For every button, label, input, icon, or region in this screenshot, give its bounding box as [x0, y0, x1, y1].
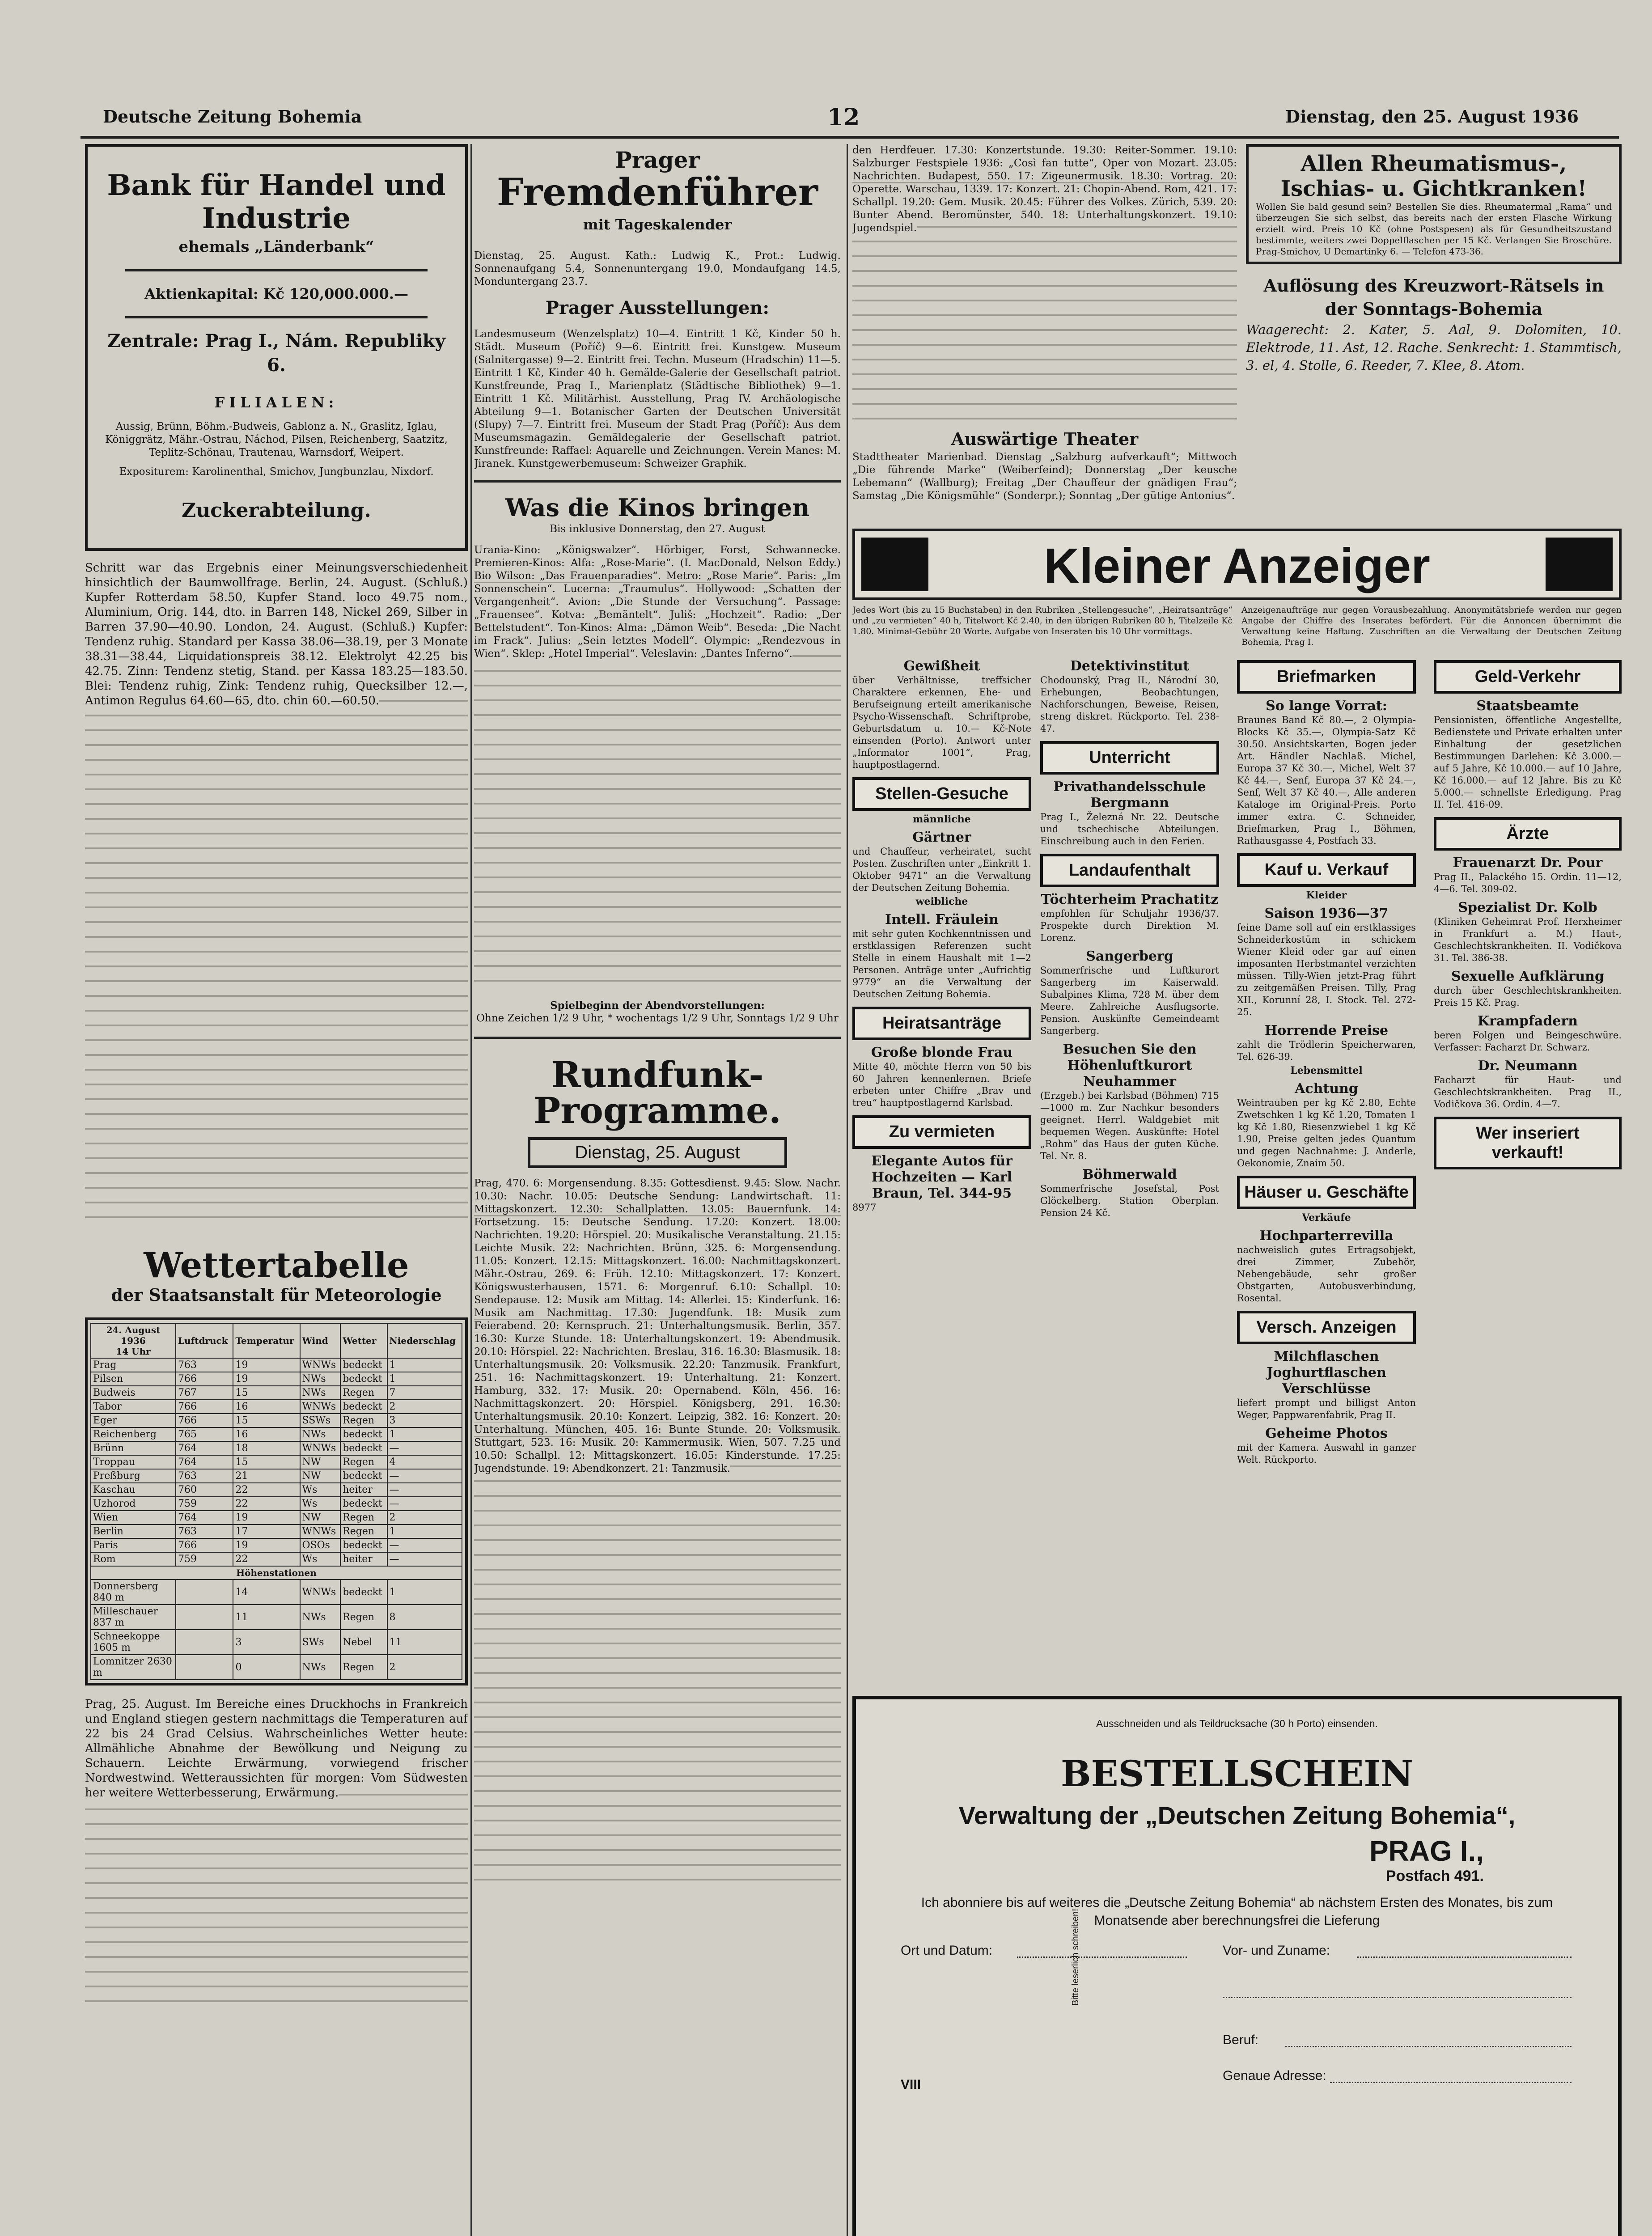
weather-row: [91, 1386, 462, 1400]
ad-text: mit der Kamera. Auswahl in ganzer Welt. Rückporto.: [1237, 1442, 1416, 1465]
order-address: [883, 1834, 1591, 1885]
ad-section-heading: Geld-Verkehr: [1434, 660, 1622, 694]
weather-cell: 763: [176, 1469, 233, 1483]
order-address-label: Genaue Adresse:: [1223, 2068, 1326, 2083]
weather-cell: 763: [176, 1525, 233, 1538]
classified-rules: Anzeigenaufträge nur gegen Vorausbezahlung. Anonymitätsbriefe werden nur gegen Angabe der Chiffre des Inserates befördert. Für die Annoncen übernimmt die Verwaltung keine Haftung. Zuschriften an die Verwaltung der Deutschen Zeitung Bohemia, Prag I.: [1241, 605, 1622, 647]
weather-cell: Prag: [91, 1358, 176, 1372]
weather-cell: 764: [176, 1455, 233, 1469]
ad-text: liefert prompt und billigst Anton Weger, Pappwarenfabrik, Prag II.: [1237, 1398, 1416, 1420]
weather-cell: bedeckt: [340, 1469, 387, 1483]
rheumatism-ad: [1246, 144, 1622, 264]
weather-title: Wettertabelle: [144, 1245, 409, 1286]
weather-cell: 22: [233, 1497, 300, 1511]
weather-cell: bedeckt: [340, 1427, 387, 1441]
market-report: [85, 559, 468, 1230]
ad-text: Sommerfrische und Luftkurort Sangerberg im Kaiserwald. Subalpines Klima, 728 M. über dem Meere. Zahlreiche Ausflugsorte. Pension. Auskünfte Gemeindeamt Sangerberg.: [1040, 965, 1219, 1036]
mountain-cell: 3: [233, 1630, 300, 1655]
guide-masthead: [474, 144, 841, 236]
weather-cell: Regen: [340, 1386, 387, 1400]
bank-expositurem: Expositurem: Karolinenthal, Smichov, Jungbunzlau, Nixdorf.: [119, 466, 434, 478]
radio-continued-text: den Herdfeuer. 17.30: Konzertstunde. 19.30: Reiter-Sommer. 19.10: Salzburger Festspiele 1936: „Così fan tutte“, Oper von Mozart. 23.05: Nachrichten. Budapest, 550. 17: Zigeunermusik. 18.30: Vortrag. 20: Operette. Warschau, 1339. 17: Konzert. 21: Chopin-Abend. Rom, 421. 17: Schallpl. 19.20: Gem. Musik. 20.45: Führer des Volkes. Zürich, 539. 20: Bunter Abend. Beromünster, 540. 18: Unterhaltungskonzert. 19.10: Jugendspiel.: [852, 144, 1237, 234]
weather-date: 24. August 1936: [106, 1325, 161, 1346]
bank-title: Bank für Handel und Industrie: [107, 169, 446, 235]
mountain-row: [91, 1605, 462, 1630]
ad-title: Große blonde Frau: [871, 1045, 1013, 1060]
bank-branch-list: Aussig, Brünn, Böhm.-Budweis, Gablonz a. N., Graslitz, Iglau, Königgrätz, Mähr.-Ostrau, Náchod, Pilsen, Reichenberg, Saatzitz, Teplitz-Schönau, Trautenau, Warnsdorf, Weipert.: [105, 421, 448, 458]
theater-times-title: Spielbeginn der Abendvorstellungen:: [550, 999, 765, 1012]
weather-row: [91, 1372, 462, 1386]
weather-cell: Regen: [340, 1414, 387, 1427]
ad-title: So lange Vorrat:: [1266, 698, 1387, 714]
radio-listings: [474, 1177, 841, 1893]
ad-title: Saison 1936—37: [1264, 906, 1389, 921]
classified-rates: Jedes Wort (bis zu 15 Buchstaben) in den Rubriken „Stellengesuche“, „Heiratsanträge“ und „zu vermieten“ 40 h, Titelwort Kč 2.40, in den übrigen Rubriken 80 h, Titelzeile Kč 1.80. Minimal-Gebühr 20 Worte. Aufgabe von Inseraten bis 10 Uhr vormittags.: [852, 605, 1233, 636]
cinema-list: [474, 544, 841, 991]
weather-cell: Uzhorod: [91, 1497, 176, 1511]
weather-cell: 765: [176, 1427, 233, 1441]
mountain-cell: 11: [233, 1605, 300, 1630]
header-paper-name: Deutsche Zeitung Bohemia: [103, 106, 362, 127]
weather-cell: 21: [233, 1469, 300, 1483]
cinema-intro: Bis inklusive Donnerstag, den 27. August: [550, 523, 765, 535]
ad-title: Achtung: [1295, 1081, 1358, 1097]
weather-time: 14 Uhr: [116, 1346, 151, 1357]
ad-title: Milchflaschen Joghurtflaschen Verschlüsse: [1267, 1349, 1386, 1397]
ad-text: Mitte 40, möchte Herrn von 50 bis 60 Jahren kennenlernen. Briefe erbeten unter Chiffre „Brav und treu“ hauptpostlagernd Karlsbad.: [852, 1061, 1031, 1108]
ad-subheading: Verkäufe: [1302, 1212, 1351, 1224]
weather-cell: Regen: [340, 1525, 387, 1538]
weather-cell: 759: [176, 1552, 233, 1566]
radio-title: Rundfunk-Programme.: [534, 1054, 781, 1131]
column-3: [852, 144, 1622, 2236]
weather-cell: Regen: [340, 1455, 387, 1469]
weather-row: [91, 1469, 462, 1483]
weather-cell: 22: [233, 1483, 300, 1497]
mountain-cell: 11: [387, 1630, 462, 1655]
exhibitions-title: Prager Ausstellungen:: [545, 297, 770, 318]
mountain-cell: bedeckt: [340, 1580, 387, 1605]
weather-cell: —: [387, 1552, 462, 1566]
mountain-cell: 1: [387, 1580, 462, 1605]
ad-title: Detektivinstitut: [1070, 658, 1190, 674]
weather-row: [91, 1483, 462, 1497]
ad-title: Privathandelsschule Bergmann: [1053, 779, 1206, 811]
ad-title: Intell. Fräulein: [885, 912, 999, 927]
guide-subtitle: mit Tageskalender: [583, 216, 732, 233]
weather-cell: WNWs: [300, 1525, 341, 1538]
mountain-cell: Donnersberg 840 m: [91, 1580, 176, 1605]
puzzle-solution: Waagerecht: 2. Kater, 5. Aal, 9. Dolomiten, 10. Elektrode, 11. Ast, 12. Rache. Senkrecht: 1. Stammtisch, 3. el, 4. Stolle, 6. Reeder, 7. Klee, 8. Atom.: [1246, 322, 1622, 373]
weather-cell: bedeckt: [340, 1538, 387, 1552]
weather-cell: Troppau: [91, 1455, 176, 1469]
external-theater-text: Stadttheater Marienbad. Dienstag „Salzburg aufverkauft“; Mittwoch „Die führende Marke“ (Weiberfeind); Donnerstag „Der keusche Lebemann“ (Wallburg); Freitag „Der Chauffeur der gnädigen Frau“; Samstag „Die Königsmühle“ (Sonderpr.); Sonntag „Der gütige Antonius“.: [852, 451, 1237, 502]
mountain-cell: Regen: [340, 1605, 387, 1630]
ad-section-heading: Heiratsanträge: [852, 1007, 1031, 1040]
weather-cell: bedeckt: [340, 1372, 387, 1386]
ad-subheading: weibliche: [915, 896, 968, 907]
weather-table: [90, 1323, 462, 1680]
mountain-row: [91, 1630, 462, 1655]
weather-cell: bedeckt: [340, 1400, 387, 1414]
ad-section-heading: Wer inseriert verkauft!: [1434, 1117, 1622, 1169]
classified-intro: [852, 605, 1622, 648]
ad-text: mit sehr guten Kochkenntnissen und erstklassigen Referenzen sucht Stelle in einem Haushalt mit 1—2 Personen. Anträge unter „Aufrichtig 9779“ an die Verwaltung der Deutschen Zeitung Bohemia.: [852, 928, 1031, 999]
mountain-cell: Regen: [340, 1655, 387, 1680]
classified-column: [1040, 654, 1219, 1219]
ad-subheading: Kleider: [1306, 889, 1347, 901]
weather-cell: 19: [233, 1511, 300, 1525]
ad-section-heading: Häuser u. Geschäfte: [1237, 1176, 1416, 1209]
weather-cell: 766: [176, 1538, 233, 1552]
order-title: BESTELLSCHEIN: [1061, 1753, 1413, 1795]
weather-forecast: [85, 1697, 468, 2010]
weather-cell: heiter: [340, 1552, 387, 1566]
ad-title: Töchterheim Prachatitz: [1041, 892, 1219, 907]
col3-right-top: [1246, 144, 1622, 374]
weather-row: [91, 1441, 462, 1455]
ad-title: Gewißheit: [903, 658, 980, 674]
rheumatism-title: Allen Rheumatismus-, Ischias- u. Gichtkranken!: [1280, 151, 1587, 201]
weather-cell: 2: [387, 1511, 462, 1525]
ad-text: empfohlen für Schuljahr 1936/37. Prospekte durch Direktion M. Lorenz.: [1040, 908, 1219, 943]
guide-pre-title: Prager: [615, 147, 700, 173]
weather-date-cell: [91, 1323, 176, 1358]
weather-cell: Berlin: [91, 1525, 176, 1538]
ad-title: Horrende Preise: [1264, 1023, 1389, 1038]
weather-cell: 17: [233, 1525, 300, 1538]
column-2: [474, 144, 841, 2236]
weather-cell: heiter: [340, 1483, 387, 1497]
ad-text: 8977: [852, 1202, 877, 1213]
weather-cell: 18: [233, 1441, 300, 1455]
weather-cell: 3: [387, 1414, 462, 1427]
column-divider: [847, 144, 848, 2236]
order-recipient: Verwaltung der „Deutschen Zeitung Bohemia“,: [958, 1801, 1516, 1829]
ad-text: (Erzgeb.) bei Karlsbad (Böhmen) 715—1000 m. Zur Nachkur besonders geeignet. Herrl. Waldgebiet mit bequemen Wegen. Auskünfte: Hotel „Rohm“ das Haus der guten Küche. Tel. Nr. 8.: [1040, 1090, 1219, 1161]
weather-cell: Wien: [91, 1511, 176, 1525]
weather-row: [91, 1427, 462, 1441]
ad-section-heading: Briefmarken: [1237, 660, 1416, 694]
weather-cell: —: [387, 1483, 462, 1497]
weather-cell: 19: [233, 1358, 300, 1372]
ad-section-heading: Versch. Anzeigen: [1237, 1311, 1416, 1344]
weather-cell: NW: [300, 1469, 341, 1483]
weather-cell: 766: [176, 1372, 233, 1386]
weather-cell: Ws: [300, 1483, 341, 1497]
bank-former-name: ehemals „Länderbank“: [178, 238, 374, 256]
guide-title: Fremdenführer: [496, 170, 818, 214]
weather-subtitle: der Staatsanstalt für Meteorologie: [111, 1285, 442, 1305]
weather-cell: 4: [387, 1455, 462, 1469]
weather-row: [91, 1414, 462, 1427]
mountain-cell: [176, 1630, 233, 1655]
order-side-note: Bitte leserlich schreiben!: [1071, 1909, 1080, 2006]
weather-col-header: Wetter: [340, 1323, 387, 1358]
ad-section-heading: Stellen-Gesuche: [852, 777, 1031, 811]
ad-text: über Verhältnisse, treffsicher Charaktere erkennen, Ehe- und Berufseignung erteilt amerikanische Psycho-Wissenschaft. Schriftprobe, Geburtsdatum u. 10.— Kč-Note einsenden (Porto). Antwort unter „Informator 1001“, Prag, hauptpostlagernd.: [852, 675, 1031, 770]
banner-ornament: [861, 538, 928, 591]
order-city: PRAG I.,: [1369, 1835, 1484, 1867]
weather-cell: OSOs: [300, 1538, 341, 1552]
weather-cell: 759: [176, 1497, 233, 1511]
page-header: [103, 106, 1579, 133]
weather-cell: —: [387, 1469, 462, 1483]
weather-cell: NW: [300, 1455, 341, 1469]
weather-row: [91, 1511, 462, 1525]
weather-cell: 19: [233, 1538, 300, 1552]
weather-row: [91, 1400, 462, 1414]
weather-cell: SSWs: [300, 1414, 341, 1427]
weather-cell: 15: [233, 1386, 300, 1400]
weather-cell: 766: [176, 1414, 233, 1427]
weather-cell: Preßburg: [91, 1469, 176, 1483]
weather-cell: Tabor: [91, 1400, 176, 1414]
weather-cell: 764: [176, 1441, 233, 1455]
weather-row: [91, 1497, 462, 1511]
ad-section-heading: Landaufenthalt: [1040, 854, 1219, 887]
weather-row: [91, 1538, 462, 1552]
col3-left-top: [852, 144, 1237, 503]
ad-title: Böhmerwald: [1082, 1167, 1177, 1182]
weather-cell: Reichenberg: [91, 1427, 176, 1441]
ad-text: Facharzt für Haut- und Geschlechtskrankheiten. Prag II., Vodičkova 36. Ordin. 4—7.: [1434, 1075, 1622, 1110]
weather-cell: —: [387, 1497, 462, 1511]
weather-col-header: Luftdruck: [176, 1323, 233, 1358]
market-report-text: Schritt war das Ergebnis einer Meinungsverschiedenheit hinsichtlich der Baumwollfrage. Berlin, 24. August. (Schluß.) Kupfer Rotterdam 58.50, Kupfer Stand. loco 49.75 nom., Aluminium, Orig. 144, dto. in Barren 148, Nickel 269, Silber in Barren 37.90—40.90. London, 24. August. (Schluß.) Kupfer: Tendenz ruhig. Standard per Kassa 38.06—38.19, per 3 Monate 38.31—38.44, Liquidationspreis 38.12. Elektrolyt 42.25 bis 42.75. Zinn: Tendenz stetig, Stand. per Kassa 183.25—183.50. Blei: Tendenz ruhig, Zink: Tendenz ruhig, Quecksilber 12.—, Antimon Regulus 64.60—65, dto. chin 60.—60.50.: [85, 561, 468, 707]
ad-text: Weintrauben per kg Kč 2.80, Echte Zwetschken 1 kg Kč 1.20, Tomaten 1 kg Kč 1.80, Riesenzwiebel 1 kg Kč 1.90, Preise gelten jedes Quantum und gegen Nachnahme: J. Anderle, Oekonomie, Znaim 50.: [1237, 1097, 1416, 1169]
puzzle-title: Auflösung des Kreuzwort-Rätsels in der Sonntags-Bohemia: [1263, 275, 1604, 319]
order-pobox: Postfach 491.: [1385, 1868, 1484, 1885]
order-name-field[interactable]: [1357, 1956, 1572, 1958]
mountain-cell: Schneekoppe 1605 m: [91, 1630, 176, 1655]
mountain-stations-heading: Höhenstationen: [91, 1566, 462, 1580]
order-name-label: Vor- und Zuname:: [1223, 1943, 1330, 1958]
weather-cell: NWs: [300, 1372, 341, 1386]
weather-cell: 16: [233, 1400, 300, 1414]
cinema-title: Was die Kinos bringen: [505, 493, 810, 522]
weather-cell: 1: [387, 1372, 462, 1386]
weather-cell: bedeckt: [340, 1441, 387, 1455]
mountain-cell: 14: [233, 1580, 300, 1605]
weather-cell: Rom: [91, 1552, 176, 1566]
mountain-cell: Milleschauer 837 m: [91, 1605, 176, 1630]
mountain-cell: [176, 1580, 233, 1605]
ad-subheading: männliche: [913, 813, 971, 825]
weather-cell: 767: [176, 1386, 233, 1400]
ad-text: und Chauffeur, verheiratet, sucht Posten. Zuschriften unter „Einkritt 1. Oktober 9471“ an die Verwaltung der Deutschen Zeitung Bohemia.: [852, 846, 1031, 893]
weather-row: [91, 1552, 462, 1566]
ad-title: Besuchen Sie den Höhenluftkurort Neuhammer: [1063, 1042, 1197, 1089]
weather-cell: bedeckt: [340, 1358, 387, 1372]
ad-text: beren Folgen und Beingeschwüre. Verfasser: Facharzt Dr. Schwarz.: [1434, 1030, 1622, 1053]
weather-cell: Eger: [91, 1414, 176, 1427]
order-note: Ausschneiden und als Teildrucksache (30 h Porto) einsenden.: [1096, 1718, 1378, 1729]
ad-text: nachweislich gutes Ertragsobjekt, drei Zimmer, Zubehör, Nebengebäude, sehr großer Obstgarten, Autobusverbindung, Rosental.: [1237, 1245, 1416, 1304]
mountain-cell: Lomnitzer 2630 m: [91, 1655, 176, 1680]
mountain-cell: [176, 1655, 233, 1680]
ad-title: Elegante Autos für Hochzeiten — Karl Braun, Tel. 344-95: [871, 1153, 1012, 1201]
weather-cell: —: [387, 1538, 462, 1552]
weather-cell: WNWs: [300, 1358, 341, 1372]
ad-text: Braunes Band Kč 80.—, 2 Olympia-Blocks Kč 35.—, Olympia-Satz Kč 30.50. Ansichtskarten, Bogen jeder Art. Händler Nachlaß. Michel, Europa 37 Kč 30.—, Michel, Welt 37 Kč 44.—, Senf, Europa 37 Kč 24.—, Senf, Welt 37 Kč 40.—, Alle anderen Kataloge im Original-Preis. Porto immer extra. C. Schneider, Briefmarken, Prag I., Böhmen, Rathausgasse 4, Postfach 33.: [1237, 715, 1416, 846]
order-place-label: Ort und Datum:: [901, 1943, 993, 1958]
ad-text: Pensionisten, öffentliche Angestellte, Bedienstete und Private erhalten unter Einhaltung der gesetzlichen Bestimmungen Darlehen: Kč 3.000.— auf 5 Jahre, Kč 10.000.— auf 10 Jahre, Kč 16.000.— auf 12 Jahre. Bis zu Kč 5.000.— schnellste Erledigung. Prag II. Tel. 416-09.: [1434, 715, 1622, 810]
weather-cell: NW: [300, 1511, 341, 1525]
banner-ornament: [1546, 538, 1613, 591]
order-place-field[interactable]: [1017, 1956, 1187, 1958]
weather-cell: Ws: [300, 1552, 341, 1566]
weather-row: [91, 1358, 462, 1372]
weather-cell: 15: [233, 1414, 300, 1427]
radio-text: Prag, 470. 6: Morgensendung. 8.35: Gottesdienst. 9.45: Slow. Nachr. 10.30: Nachr. 10.05: Deutsche Sendung: Landwirtschaft. 11: Mittagskonzert. 12.30: Schallplatten. 13.05: Bauernfunk. 14: Fortsetzung. 15: Deutsche Sendung. 17.20: Konzert. 18.00: Nachrichten. 19.20: Hörspiel. 20: Musikalische Veranstaltung. 21.15: Leichte Musik. 22: Nachrichten. Brünn, 325. 6: Morgensendung. 11.05: Konzert. 12.15: Mittagskonzert. 16.00: Nachmittagskonzert. Mähr.-Ostrau, 269. 6: Früh. 12.10: Mittagskonzert. 17: Konzert. Königswusterhausen, 1571. 6: Morgenruf. 6.10: Schallpl. 10: Sendepause. 12: Musik am Mittag. 14: Allerlei. 15: Kinderfunk. 16: Musik am Nachmittag. 17.30: Jugendfunk. 18: Musik zum Feierabend. 20: Kernspruch. 21: Unterhaltungsmusik. Berlin, 357. 16.30: Kurze Stunde. 18: Unterhaltungskonzert. 19: Abendmusik. 20.10: Hörspiel. 22: Nachrichten. Breslau, 316. 16.30: Blasmusik. 18: Unterhaltungsmusik. 20: Volksmusik. 22.20: Tanzmusik. Frankfurt, 251. 16: Nachmittagskonzert. 19: Unterhaltung. 21: Konzert. Hamburg, 332. 17: Musik. 20: Opernabend. Köln, 456. 16: Nachmittagskonzert. 20: Hörspiel. Königsberg, 291. 16.30: Unterhaltungsmusik. 20.10: Konzert. Leipzig, 382. 16: Konzert. 20: Unterhaltung. München, 405. 16: Bunte Stunde. 20: Volksmusik. Stuttgart, 523. 16: Musik. 20: Kammermusik. Wien, 507. 7.25 und 10.50: Schallpl. 12: Mittagskonzert. 16.05: Kinderstunde. 17.25: Jugendstunde. 19: Abendkonzert. 21: Tanzmusik.: [474, 1177, 841, 1474]
weather-heading: [85, 1245, 468, 1307]
ad-subheading: Lebensmittel: [1290, 1065, 1363, 1076]
ad-title: Spezialist Dr. Kolb: [1458, 900, 1597, 915]
ad-text: Prag II., Palackého 15. Ordin. 11—12, 4—6. Tel. 309-02.: [1434, 872, 1622, 894]
weather-row: [91, 1455, 462, 1469]
ad-section-heading: Kauf u. Verkauf: [1237, 853, 1416, 887]
weather-cell: 7: [387, 1386, 462, 1400]
bank-advertisement: [85, 144, 468, 551]
weather-cell: NWs: [300, 1427, 341, 1441]
weather-cell: 22: [233, 1552, 300, 1566]
mountain-cell: WNWs: [300, 1580, 341, 1605]
exhibitions-text: Landesmuseum (Wenzelsplatz) 10—4. Eintritt 1 Kč, Kinder 50 h. Städt. Museum (Poříč) 9—6. Eintritt frei. Kunstgew. Museum (Salnitergasse) 9—2. Eintritt frei. Techn. Museum (Hradschin) 11—5. Eintritt 1 Kč, Kinder 40 h. Gemälde-Galerie der Gesellschaft patriot. Kunstfreunde, Prag I., Marienplatz (Städtische Bibliothek) 9—1. Eintritt 1 Kč. Militärhist. Ausstellung, Prag IV. Archäologische Abteilung 9—1. Botanischer Garten der Deutschen Universität (Slupy) 7—7. Eintritt frei. Museum der Stadt Prag (Poříč): Aus dem Museumsmagazin. Gemäldegalerie der Gesellschaft patriot. Kunstfreunde: Raffael: Aquarelle und Zeichnungen. Verein Manes: M. Jiranek. Kunstgewerbemuseum: Schweizer Graphik.: [474, 328, 841, 470]
weather-col-header: Wind: [300, 1323, 341, 1358]
header-rule: [80, 136, 1619, 139]
cinema-text: Urania-Kino: „Königswalzer“. Hörbiger, Forst, Schwannecke. Premieren-Kinos: Alfa: „Rose-Marie“. (I. MacDonald, Nelson Eddy.) Bio Wilson: „Das Frauenparadies“. Metro: „Rose Marie“. Paris: „Im Sonnenschein“. Lucerna: „Traumulus“. Hollywood: „Schatten der Vergangenheit“. Avion: „Die Stunde der Versuchung“. Passage: „Frauensee“. Kotva: „Bemäntelt“. Juliš: „Hochzeit“. Radio: „Der Bettelstudent“. Ton-Kinos: Alma: „Dämon Weib“. Beseda: „Die Nacht im Frack“. Julius: „Sein letztes Modell“. Olympic: „Rendezvous in Wien“. Sklep: „Hotel Imperial“. Veleslavin: „Dantes Inferno“.: [474, 544, 841, 660]
classified-column: [1434, 654, 1622, 1172]
order-form: [852, 1696, 1622, 2236]
ad-title: Dr. Neumann: [1478, 1058, 1578, 1074]
ad-text: (Kliniken Geheimrat Prof. Herxheimer in Frankfurt a. M.) Haut-, Geschlechtskrankheiten. II. Vodičkova 31. Tel. 386-38.: [1434, 916, 1622, 963]
ad-title: Sangerberg: [1086, 949, 1173, 964]
weather-cell: 763: [176, 1358, 233, 1372]
weather-table-box: [85, 1317, 468, 1685]
guide-intro: Dienstag, 25. August. Kath.: Ludwig K., Prot.: Ludwig. Sonnenaufgang 5.4, Sonnenuntergang 19.0, Mondaufgang 14.5, Monduntergang 23.7.: [474, 250, 841, 288]
order-occupation-label: Beruf:: [1223, 2033, 1259, 2047]
mountain-cell: Nebel: [340, 1630, 387, 1655]
ad-text: feine Dame soll auf ein erstklassiges Schneiderkostüm in schickem Wiener Kleid oder gar auf einen imposanten Herbstmantel verzichten müssen. Tilly-Wien jetzt-Prag führt zu zeitgemäßen Preisen. Tilly, Prag XII., Korunní 28, I. Stock. Tel. 272-25.: [1237, 922, 1416, 1017]
mountain-cell: NWs: [300, 1655, 341, 1680]
bank-capital: Aktienkapital: Kč 120,000.000.—: [144, 285, 408, 302]
classified-title: Kleiner Anzeiger: [1044, 538, 1430, 593]
ad-text: Prag I., Železná Nr. 22. Deutsche und tschechische Abteilungen. Einschreibung auch in den Ferien.: [1040, 812, 1219, 847]
ad-text: durch über Geschlechtskrankheiten. Preis 15 Kč. Prag.: [1434, 985, 1622, 1008]
bank-branches-heading: FILIALEN:: [214, 394, 339, 411]
mountain-cell: 0: [233, 1655, 300, 1680]
bank-central-office: Zentrale: Prag I., Nám. Republiky 6.: [107, 330, 445, 376]
weather-cell: WNWs: [300, 1400, 341, 1414]
column-divider: [470, 144, 472, 2236]
order-address-field[interactable]: [1330, 2082, 1572, 2083]
weather-cell: Budweis: [91, 1386, 176, 1400]
radio-continued: [852, 144, 1237, 421]
bank-sugar-dept: Zuckerabteilung.: [182, 499, 371, 522]
weather-cell: 766: [176, 1400, 233, 1414]
weather-col-header: Temperatur: [233, 1323, 300, 1358]
weather-row: [91, 1525, 462, 1538]
weather-cell: 1: [387, 1358, 462, 1372]
ad-title: Geheime Photos: [1265, 1426, 1388, 1441]
order-name-field-2[interactable]: [1223, 1997, 1572, 1998]
weather-cell: 19: [233, 1372, 300, 1386]
classified-section: [852, 529, 1622, 1696]
order-text: Ich abonniere bis auf weiteres die „Deutsche Zeitung Bohemia“ ab nächstem Ersten des Monates, bis zum Monatsende aber berechnungsfrei die Lieferung: [921, 1895, 1553, 1928]
radio-day: Dienstag, 25. August: [528, 1137, 787, 1168]
theater-times: Ohne Zeichen 1/2 9 Uhr, * wochentags 1/2 9 Uhr, Sonntags 1/2 9 Uhr: [476, 1012, 839, 1024]
forecast-text: Prag, 25. August. Im Bereiche eines Druckhochs in Frankreich und England stiegen gestern nachmittags die Temperaturen auf 22 bis 24 Grad Celsius. Wahrscheinliches Wetter heute: Allmähliche Abnahme der Bewölkung und Neigung zu Schauern. Leichte Erwärmung, vorwiegend frischer Nordwestwind. Wetteraussichten für morgen: Vom Südwesten her weitere Wetterbesserung, Erwärmung.: [85, 1698, 468, 1800]
weather-cell: NWs: [300, 1386, 341, 1400]
weather-cell: 2: [387, 1400, 462, 1414]
ad-title: Gärtner: [912, 830, 971, 845]
header-page-number: 12: [827, 104, 860, 131]
classified-column: [852, 654, 1031, 1214]
ad-text: zahlt die Trödlerin Speicherwaren, Tel. 626-39.: [1237, 1039, 1416, 1062]
weather-cell: 760: [176, 1483, 233, 1497]
weather-cell: Ws: [300, 1497, 341, 1511]
weather-cell: Regen: [340, 1511, 387, 1525]
weather-cell: bedeckt: [340, 1497, 387, 1511]
mountain-cell: [176, 1605, 233, 1630]
order-mark: VIII: [901, 2077, 921, 2092]
mountain-cell: 8: [387, 1605, 462, 1630]
ad-section-heading: Zu vermieten: [852, 1115, 1031, 1149]
weather-cell: Brünn: [91, 1441, 176, 1455]
weather-col-header: Niederschlag: [387, 1323, 462, 1358]
weather-cell: 1: [387, 1525, 462, 1538]
weather-cell: 1: [387, 1427, 462, 1441]
mountain-cell: SWs: [300, 1630, 341, 1655]
mountain-cell: NWs: [300, 1605, 341, 1630]
external-theater-title: Auswärtige Theater: [951, 429, 1139, 449]
weather-cell: WNWs: [300, 1441, 341, 1455]
ad-text: Sommerfrische Josefstal, Post Glöckelberg. Station Oberplan. Pension 24 Kč.: [1040, 1183, 1219, 1218]
mountain-cell: 2: [387, 1655, 462, 1680]
weather-cell: Pilsen: [91, 1372, 176, 1386]
weather-cell: 764: [176, 1511, 233, 1525]
mountain-row: [91, 1655, 462, 1680]
weather-cell: Paris: [91, 1538, 176, 1552]
weather-cell: 15: [233, 1455, 300, 1469]
ad-title: Frauenarzt Dr. Pour: [1453, 855, 1603, 871]
column-1: [85, 144, 468, 2236]
ad-title: Sexuelle Aufklärung: [1451, 969, 1604, 984]
classified-banner: [852, 529, 1622, 600]
rheumatism-text: Wollen Sie bald gesund sein? Bestellen Sie dies. Rheumatermal „Rama“ und überzeugen Sie sich selbst, das bereits nach der ersten Flasche Wirkung erzielt wird. Preis 10 Kč (ohne Postspesen) als für Gesundheitszustand bestimmte, weiters zwei Doppelflaschen per 15 Kč. Verlangen Sie Broschüre. Prag-Smichov, U Demartinky 6. — Telefon 473-36.: [1256, 201, 1612, 257]
ad-title: Staatsbeamte: [1476, 698, 1579, 714]
ad-section-heading: Ärzte: [1434, 817, 1622, 851]
ad-section-heading: Unterricht: [1040, 741, 1219, 775]
mountain-row: [91, 1580, 462, 1605]
weather-cell: Kaschau: [91, 1483, 176, 1497]
classified-column: [1237, 654, 1416, 1466]
ad-title: Krampfadern: [1477, 1013, 1578, 1029]
classified-columns: [852, 654, 1622, 1696]
order-occupation-field[interactable]: [1285, 2046, 1572, 2047]
ad-title: Hochparterrevilla: [1259, 1228, 1394, 1244]
weather-cell: —: [387, 1441, 462, 1455]
ad-text: Chodounský, Prag II., Národní 30, Erhebungen, Beobachtungen, Nachforschungen, Beweise, Reisen, streng diskret. Rückporto. Tel. 238-47.: [1040, 675, 1219, 734]
header-date: Dienstag, den 25. August 1936: [1285, 106, 1579, 127]
weather-cell: 16: [233, 1427, 300, 1441]
